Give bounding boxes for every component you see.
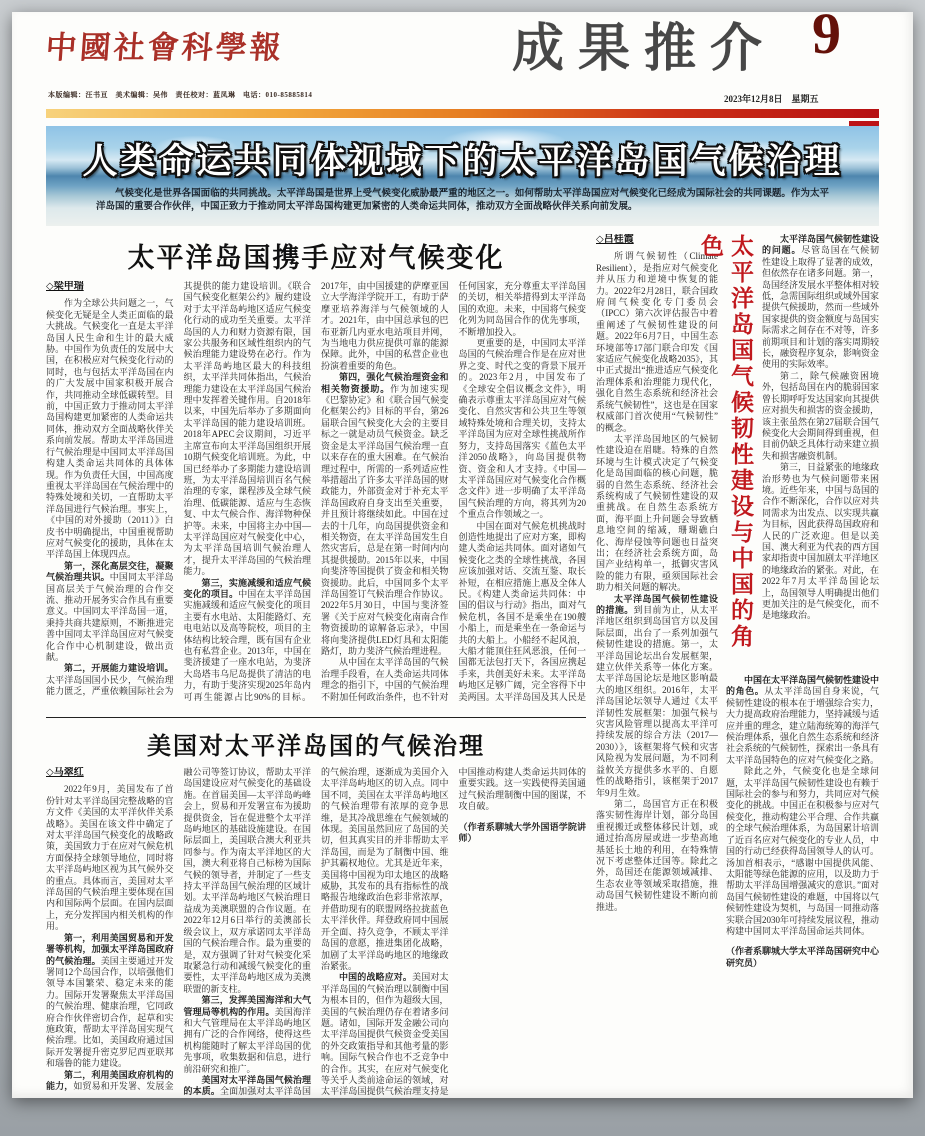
body-paragraph: 更重要的是，中国同太平洋岛国的气候治理合作是在应对世界之变、时代之变的背景下展开的。2023年2月，中国发布了《全球安全倡议概念文件》，明确表示尊重太平洋岛国应对气候变化、自然灾害和公共卫生等领域特殊处境和合理关切，支持太平洋岛国为应对全球性挑战所作努力，支持岛国落实《蓝色太平洋2050战略》，向岛国提供物资、资金和人才支持。《中国—太平洋岛国应对气候变化合作概念文件》进一步明确了太平洋岛国气候治理的方向，将其列为20个重点合作领域之一。 [458,338,586,520]
article1-body [46,281,586,709]
body-paragraph: 所谓气候韧性（Climate Resilient），是指应对气候变化并从压力和逆境中恢复的能力。2022年2月28日，联合国政府间气候变化专门委员会（IPCC）第六次评估报告中着重阐述了气候韧性建设的问题。2022年6月7日，中国生态环境部等17部门联合印发《国家适应气候变化战略2035》，其中正式提出“推进适应气候变化治理体系和治理能力现代化，强化自然生态系统和经济社会系统气候韧性”，这也是在国家权威部门首次使用“气候韧性”的概念。 [596,251,718,433]
author-note: （作者系聊城大学太平洋岛国研究中心研究员） [726,946,879,968]
page-number: 9 [812,1,841,66]
body-paragraph: 第二，利用美国政府机构的能力，如贸易和开发署、发展金融公司等签订协议，帮助太平洋岛国建设应对气候变化的基础设施。在首届美国—太平洋岛屿峰会上，贸易和开发署宣布为援助提供资金，旨在促进整个太平洋岛屿地区的基础设施建设。在国际层面上，美国联合澳大利亚共同参与。作为南太平洋地区的大国，澳大利亚将自己标榜为国际气候的领导者，并制定了一些支持太平洋岛国气候治理的区域计划。太平洋岛屿地区气候治理日益成为美澳联盟的合作议题。在2022年12月6日举行的美澳部长级会议上，双方承诺同太平洋岛国的气候治理合作。最为重要的是，双方强调了针对气候变化采取紧急行动和减缓气候变化的重要性，太平洋岛屿地区成为美澳联盟的新支柱。 [46,767,311,1091]
page-header [12,1,913,126]
body-paragraph: 第三，日益紧张的地缘政治形势也为气候问题带来困境。近些年来，中国与岛国的合作不断深化，合作以应对共同需求为出发点、以实现共赢为目标，因此获得岛国政府和人民的广泛欢迎。但是以美国、澳大利亚为代表的西方国家却指责中国加剧太平洋地区的地缘政治的紧张。对此，在2022年7月太平洋岛国论坛上，岛国领导人明确提出他们更加关注的是气候变化，而不是地缘政治。 [762,462,879,621]
section-title: 成果推介 [512,21,777,78]
body-paragraph: 太平洋岛国地区的气候韧性建设迫在眉睫。特殊的自然环境与生计模式决定了气候变化是岛国面临的核心问题，脆弱的自然生态系统、经济社会系统构成了气候韧性建设的双重挑战。在自然生态系统方面，海平面上升问题会导致栖息地空间的缩减，珊瑚礁白化、海岸侵蚀等问题也日益突出；在经济社会系统方面，岛国产业结构单一，抵御灾害风险的能力有限，亟须国际社会助力相关问题的解决。 [596,433,718,593]
body-paragraph: 第一，利用美国贸易和开发署等机构，加强太平洋岛国政府的气候治理。美国主要通过开发署同12个岛国合作，以培强他们领导本国繁荣、稳定未来的能力。国际开发署聚焦太平洋岛国的气候治理、健康治理，它同政府合作伙伴密切合作，起草和实施政策，帮助太平洋岛国实现气候治理。比如，美国政府通过国际开发署提升密克罗尼西亚联邦和瑙鲁的能力建设。 [46,932,174,1069]
article3-byline: ◇吕桂霞 [596,234,634,245]
article1-byline: ◇梁甲瑞 [46,281,84,292]
body-paragraph: 中国在太平洋岛国气候韧性建设中的角色。从太平洋岛国自身来说，气候韧性建设的根本在于增强综合实力，大力提高政府治理能力，坚持减缓与适应并重的理念，建立陆海统筹的海洋气候治理体系，强化自然生态系统和经济社会系统的气候韧性，探索出一条具有太平洋岛国特色的应对气候变化之路。 [726,675,879,765]
body-paragraph: 美国对太平洋岛国气候治理的本质。全面加强对太平洋岛国的气候治理，逐渐成为美国介入太平洋岛屿地区的切入点。同中国不同，美国在太平洋岛屿地区的气候治理带有浓厚的竞争思维，是其冷战思维在气候领域的体现。美国虽然回应了岛国的关切，但其真实目的并非帮助太平洋岛国，而是为了制衡中国、维护其霸权地位。尤其是近年来，美国将中国视为印太地区的战略威胁，其发布的具有指标性的战略报告地缘政治色彩非常浓厚，并借助现有的联盟网络拉拢蓝色太平洋伙伴。拜登政府同中国展开全面、持久竞争，不顾太平洋岛国的意愿，推进集团化战略，加剧了太平洋岛屿地区的地缘政治紧张。 [183,767,449,1097]
headline-banner-photo [46,126,879,226]
body-paragraph: 2022年9月，美国发布了首份针对太平洋岛国完整战略的官方文件《美国的太平洋伙伴关系战略》。美国在该文件中确定了对太平洋岛国气候变化的战略政策，美国致力于在应对气候危机方面保持全球领导地位，同时将太平洋岛屿地区视为其气候外交的重点。具体而言，美国对太平洋岛国的气候治理主要体现在国内和国际两个层面。在国内层面上，充分发挥国内相关机构的作用。 [46,784,174,932]
body-paragraph: 太平洋岛国气候韧性建设的措施。到目前为止，从太平洋地区组织到岛国官方以及国际层面，出台了一系列加强气候韧性建设的措施。第一，太平洋岛国论坛出台发展框架，建立伙伴关系等一体化方案。太平洋岛国论坛是地区影响最大的地区组织。2016年，太平洋岛国论坛领导人通过《太平洋韧性发展框架：加强气候与灾害风险管理以提高太平洋可持续发展的综合方法（2017—2030）》，该框架将气候和灾害风险视为发展问题，为不同利益攸关方提供多水平的、自愿性的战略指引，该框架于2017年9月生效。 [596,593,718,798]
body-paragraph: 除此之外，气候变化也是全球问题，太平洋岛国气候韧性建设也有赖于国际社会的参与和努力，共同应对气候变化的挑战。中国正在积极参与应对气候变化，推动构建公平合理、合作共赢的全球气候治理体系，为岛国累计培训了近百名应对气候变化的专业人员，中国的行动已经获得岛国领导人的认可。汤加首相表示，“感谢中国提供风能、太阳能等绿色能源的应用，以及助力于帮助太平洋岛国增强减灾的意识。”面对岛国气候韧性建设的难题，中国将以气候韧性建设为契机，与岛国一同推动落实联合国2030年可持续发展议程，推动构建中国同太平洋岛国命运共同体。 [726,766,879,936]
article-us-climate-governance [46,726,586,1099]
newspaper-masthead: 中國社會科學報 [44,30,286,65]
body-paragraph: 第二，除气候融资困境外，包括岛国在内的脆弱国家曾长期呼吁发达国家向其提供应对损失和损害的资金援助，该主张虽然在第27届联合国气候变化大会期间得到重视，但目前仍缺乏具体行动来建立损失和损害融资机制。 [762,370,879,461]
body-paragraph: 太平洋岛国气候韧性建设的问题。尽管岛国在气候韧性建设上取得了显著的成效，但依然存在诸多问题。第一，岛国经济发展水平整体相对较低，急需国际组织或域外国家提供气候援助，然而一些域外国家提供的资金额度与岛国实际需求之间存在不对等，许多前期项目和计划的落实周期较长，融资程序复杂，影响资金使用的实际效率。 [762,234,879,370]
body-paragraph: 中国在面对气候危机挑战时创造性地提出了应对方案，即构建人类命运共同体。面对诸如气候变化之类的全球性挑战，各国应该加强对话、交流互鉴、取长补短，在相应措施上惠及全体人民。《构建人类命运共同体：中国的倡议与行动》指出，面对气候危机，各国不是乘坐在190艘小船上，而是乘坐在一条命运与共的大船上。小船经不起风浪，大船才能顶住狂风恶浪，任何一国都无法包打天下，各国应携起手来，共创美好未来。太平洋岛屿地区足够广阔，完全容得下中美两国。太平洋岛国及其人民是 [458,520,586,702]
article3-vertical-title: 太平洋岛国气候韧性建设与中国的角色 [698,234,754,650]
article1-title: 太平洋岛国携手应对气候变化 [127,243,505,273]
page-content [12,226,913,1099]
header-rule-bar [46,109,879,118]
author-note: （作者系聊城大学外国语学院讲师） [458,821,586,844]
body-paragraph: 第三，实施减缓和适应气候变化的项目。中国在太平洋岛国实施减缓和适应气候变化的项目主要有水电站、太阳能路灯、充电电站以及高等院校，项目的主体结构比较合理，既有国有企业也有私营企业。2013年，中国在斐济援建了一座水电站，为斐济大岛塔韦乌尼岛提供了清洁的电力，有助于斐济实现2025年岛内可再生能源占比90%的目标。2017年，由中国援建的萨摩亚国立大学海洋学院开工，有助于萨摩亚培养海洋与气候领域的人才。2021年，由中国总承包的巴布亚新几内亚水电站项目并网，为当地电力供应提供可靠的能源保障。此外，中国的私营企业也扮演着重要的角色。 [183,281,449,702]
article-pacific-islands-joint-response [46,236,586,709]
date-line: 2023年12月8日 星期五 [724,94,819,104]
body-paragraph: 第二，开展能力建设培训。太平洋岛国国小民少，气候治理能力匮乏，严重依赖国际社会为其提供的能力建设培训。《联合国气候变化框架公约》履约建设对于太平洋岛屿地区适应气候变化行动的成功至关重要。太平洋岛国的人力和财力资源有限，国家公共服务和区域性组织内的气候治理能力建设势在必行。作为太平洋岛屿地区最大的科技组织，太平洋共同体指出，气候治理能力建设在太平洋岛国气候治理中发挥着关键作用。自2018年以来，中国先后举办了多期面向太平洋岛国的能力建设培训班。2018年APEC会议期间，习近平主席宣布向太平洋岛国组织开展10期气候变化培训班。为此，中国已经举办了多期能力建设培训班，为太平洋岛国培训百名气候治理的专家，课程涉及全球气候治理、低碳能源、适应与生态恢复、中太气候合作、海洋物种保护等。未来，中国将主办中国—太平洋岛国应对气候变化中心，为太平洋岛国培训气候治理人才，提升太平洋岛国的气候治理能力。 [46,281,311,697]
right-article-zone [596,234,879,1099]
article-climate-resilience-china-role [596,234,879,1086]
newspaper-page [12,1,913,1098]
body-paragraph: 中国的战略应对。美国对太平洋岛国的气候治理以制衡中国为根本目的，但作为超级大国，美国的气候治理仍存在着诸多问题。诸如，国际开发金融公司向太平洋岛国提供气候资金受美国的外交政策指导和其他考量的影响。国际气候合作也不乏竞争中的合作。其实，在应对气候变化等关乎人类前途命运的领域，对太平洋岛国提供气候治理支持是中国推动构建人类命运共同体的重要实践。这一实践使得美国通过气候治理制衡中国的图谋，不攻自破。 [321,767,586,1097]
body-paragraph: 作为全球公共问题之一，气候变化无疑是全人类正面临的最大挑战。气候变化一直是太平洋岛国人民生命和生计的最大威胁。中国作为负责任的发展中大国，在积极应对气候变化行动的同时，也与包括太平洋岛国在内的广大发展中国家积极开展合作，共同推动全球低碳转型。目前，中国正致力于推动同太平洋岛国构建更加紧密的人类命运共同体，推动双方全面战略伙伴关系向前发展。帮助太平洋岛国进行气候治理是中国同太平洋岛国构建人类命运共同体的具体体现。作为负责任大国，中国高度重视太平洋岛国在气候治理中的特殊处境和关切，一直帮助太平洋岛国进行气候治理。事实上，《中国的对外援助（2011）》白皮书中明确提出，中国重视帮助应对气候变化的援助，具体在太平洋岛国上体现四点。 [46,298,174,560]
article2-title: 美国对太平洋岛国的气候治理 [147,733,485,760]
article2-body [46,767,586,1099]
body-paragraph: 第二，岛国官方正在积极落实韧性海岸计划，部分岛国重视搬迁或整体移民计划，或通过抬高房屋或进一步垫高地基延长土地的利用，在特殊情况下考虑整体迁国等。除此之外，岛国还在能源领域减排、生态农业等领域采取措施，推动岛国气候韧性建设不断向前推进。 [596,798,718,912]
article2-byline: ◇马翠红 [46,767,84,778]
banner-lead-paragraph: 气候变化是世界各国面临的共同挑战。太平洋岛国是世界上受气候变化威胁最严重的地区之一。如何帮助太平洋岛国应对气候变化已经成为国际社会的共同课题。作为太平洋岛国的重要合作伙伴，中国正致力于推动同太平洋岛国构建更加紧密的人类命运共同体，推动双方全面战略伙伴关系向前发展。 [96,189,829,212]
article3-column-2 [762,234,879,670]
main-headline: 人类命运共同体视域下的太平洋岛国气候治理 [82,142,843,181]
article3-top-row [698,234,879,670]
body-paragraph: 第三，发挥美国海洋和大气管理局等机构的作用。美国海洋和大气管理局在太平洋岛屿地区拥有广泛的合作网络，使得这些机构能随时了解太平洋岛国的优先事项，收集数据和信息，进行前沿研究和推广。 [183,995,311,1074]
article3-right-part [698,234,879,1086]
body-paragraph: 从中国在太平洋岛国的气候治理手段看，在人类命运共同体理念的指引下，中国的气候治理不附加任何政治条件，也不针对任何国家，充分尊重太平洋岛国的关切，相关举措得到太平洋岛国的欢迎。未来，中国将气候变化列为同岛国合作的优先事项，不断增加投入。 [321,281,586,702]
article3-column-1 [596,234,718,1086]
staff-credit-line: 本版编辑：汪书亘 美术编辑：吴伟 责任校对：蓝凤琳 电话：010-85885814 [48,91,313,99]
article-divider [46,717,586,718]
body-paragraph: 第一，深化高层交往，凝聚气候治理共识。中国同太平洋岛国高层关于气候治理的合作交流、推动开展务实合作具有重要意义。中国同太平洋岛国一道，秉持共商共建原则，不断推进完善中国同太平洋岛国应对气候变化合作中心机制建设，做出贡献。 [46,560,174,662]
body-paragraph: 第四，强化气候治理资金和相关物资援助。作为加速实现《巴黎协定》和《联合国气候变化框架公约》目标的平台，第26届联合国气候变化大会的主要目标之一就是动员气候资金。缺乏资金是太平洋岛国气候治理一直以来存在的重大困难。在气候治理过程中，所需的一系列适应性举措超出了许多太平洋岛国的财政能力，外部资金对于补充太平洋岛国政府自身支出至关重要，并且预计将继续如此。中国在过去的十几年，向岛国提供资金和相关物资，在太平洋岛国发生自然灾害后，总是在第一时间内向其提供援助。2015年以来，中国向斐济等国提供了资金和相关物资援助。此后，中国同多个太平洋岛国签订气候治理合作协议。2022年5月30日，中国与斐济签署《关于应对气候变化南南合作物资援助的谅解备忘录》，中国将向斐济提供LED灯具和太阳能路灯，助力斐济气候治理进程。 [321,372,449,656]
article3-continuation-column [726,675,879,1086]
left-articles-zone [46,234,586,1099]
